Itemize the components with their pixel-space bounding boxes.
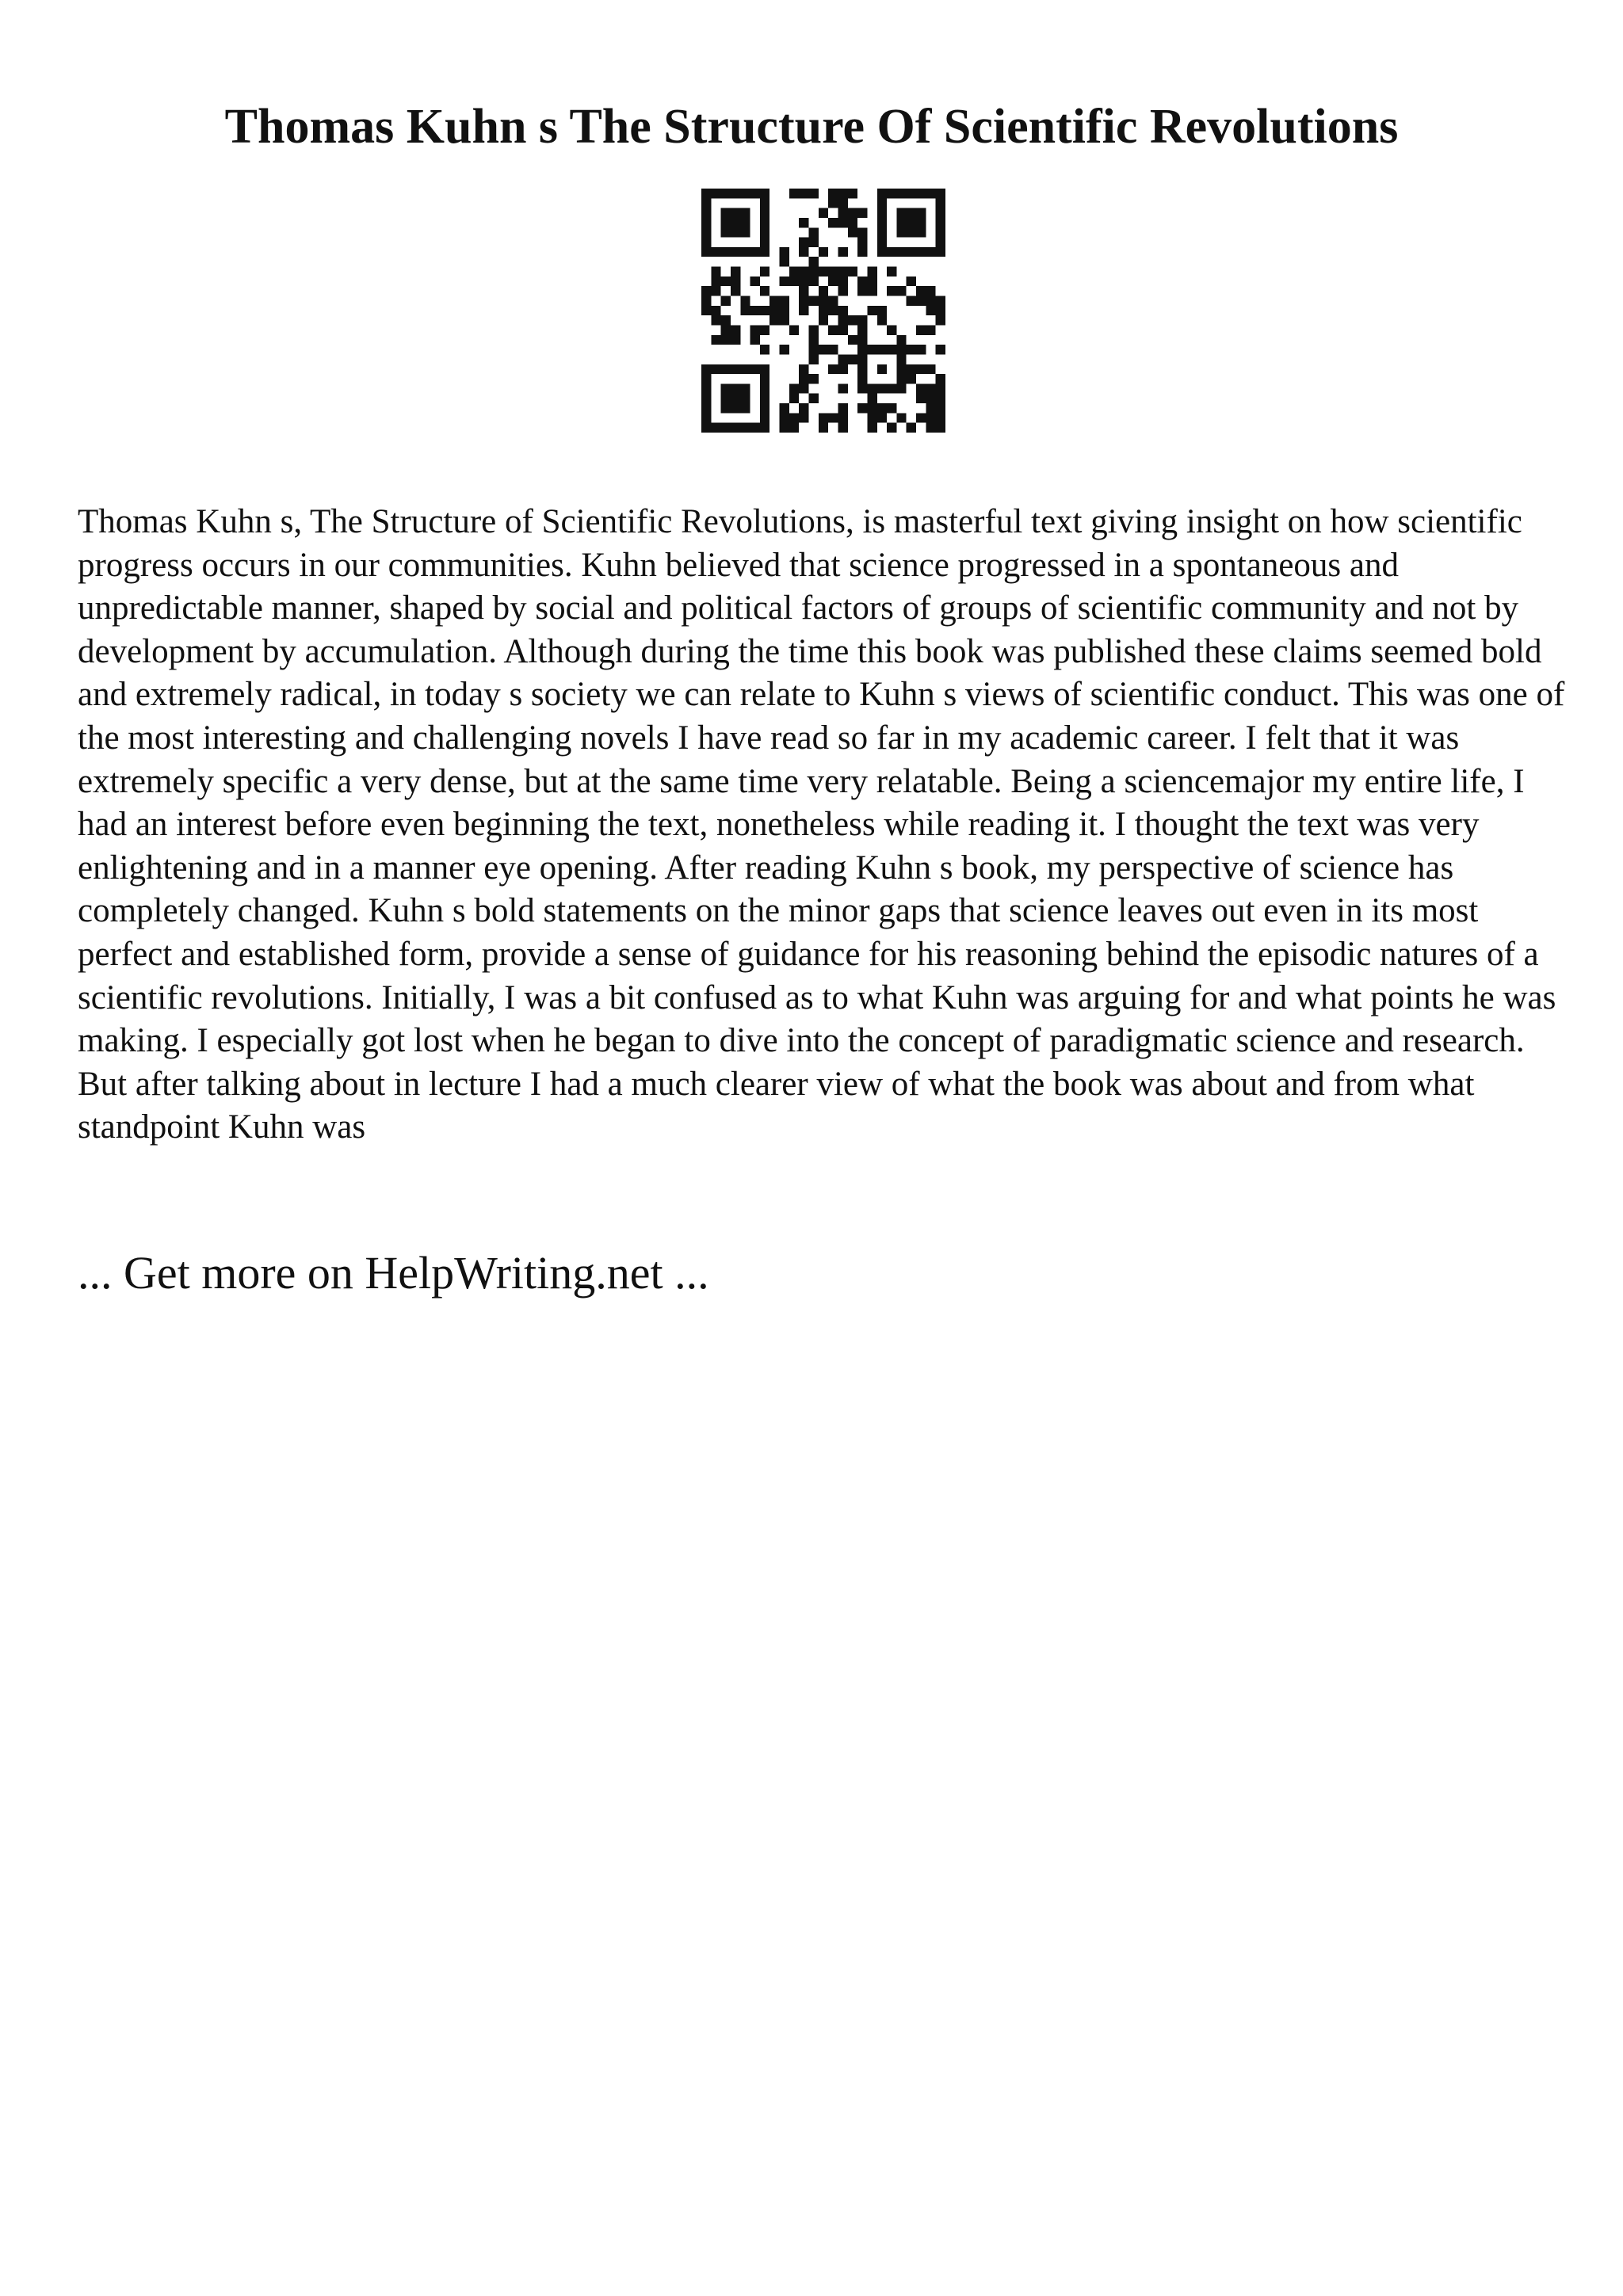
body-paragraph: Thomas Kuhn s, The Structure of Scientific Revolutions, is masterful text giving insight on how scientific progress occurs in our communities. Kuhn believed that science progressed in a spontaneous and unpredictable manner, shaped by social and political factors of groups of scientific community and not by development by accumulation. Although during the time this book was published these claims seemed bold and extremely radical, in today s society we can relate to Kuhn s views of scientific conduct. This was one of the most interesting and challenging novels I have read so far in my academic career. I felt that it was extremely specific a very dense, but at the same time very relatable. Being a sciencemajor my entire life, I had an interest before even beginning the text, nonetheless while reading it. I thought the text was very enlightening and in a manner eye opening. After reading Kuhn s book, my perspective of science has completely changed. Kuhn s bold statements on the minor gaps that science leaves out even in its most perfect and established form, provide a sense of guidance for his reasoning behind the episodic natures of a scientific revolutions. Initially, I was a bit confused as to what Kuhn was arguing for and what points he was making. I especially got lost when he began to dive into the concept of paradigmatic science and research. But after talking about in lecture I had a much clearer view of what the book was about and from what standpoint Kuhn was (78, 503, 1565, 1146)
qr-code-icon[interactable] (701, 189, 945, 433)
document-title: Thomas Kuhn s The Structure Of Scientific Revolutions (224, 100, 1399, 154)
get-more-link[interactable]: ... Get more on HelpWriting.net ... (78, 1247, 709, 1299)
